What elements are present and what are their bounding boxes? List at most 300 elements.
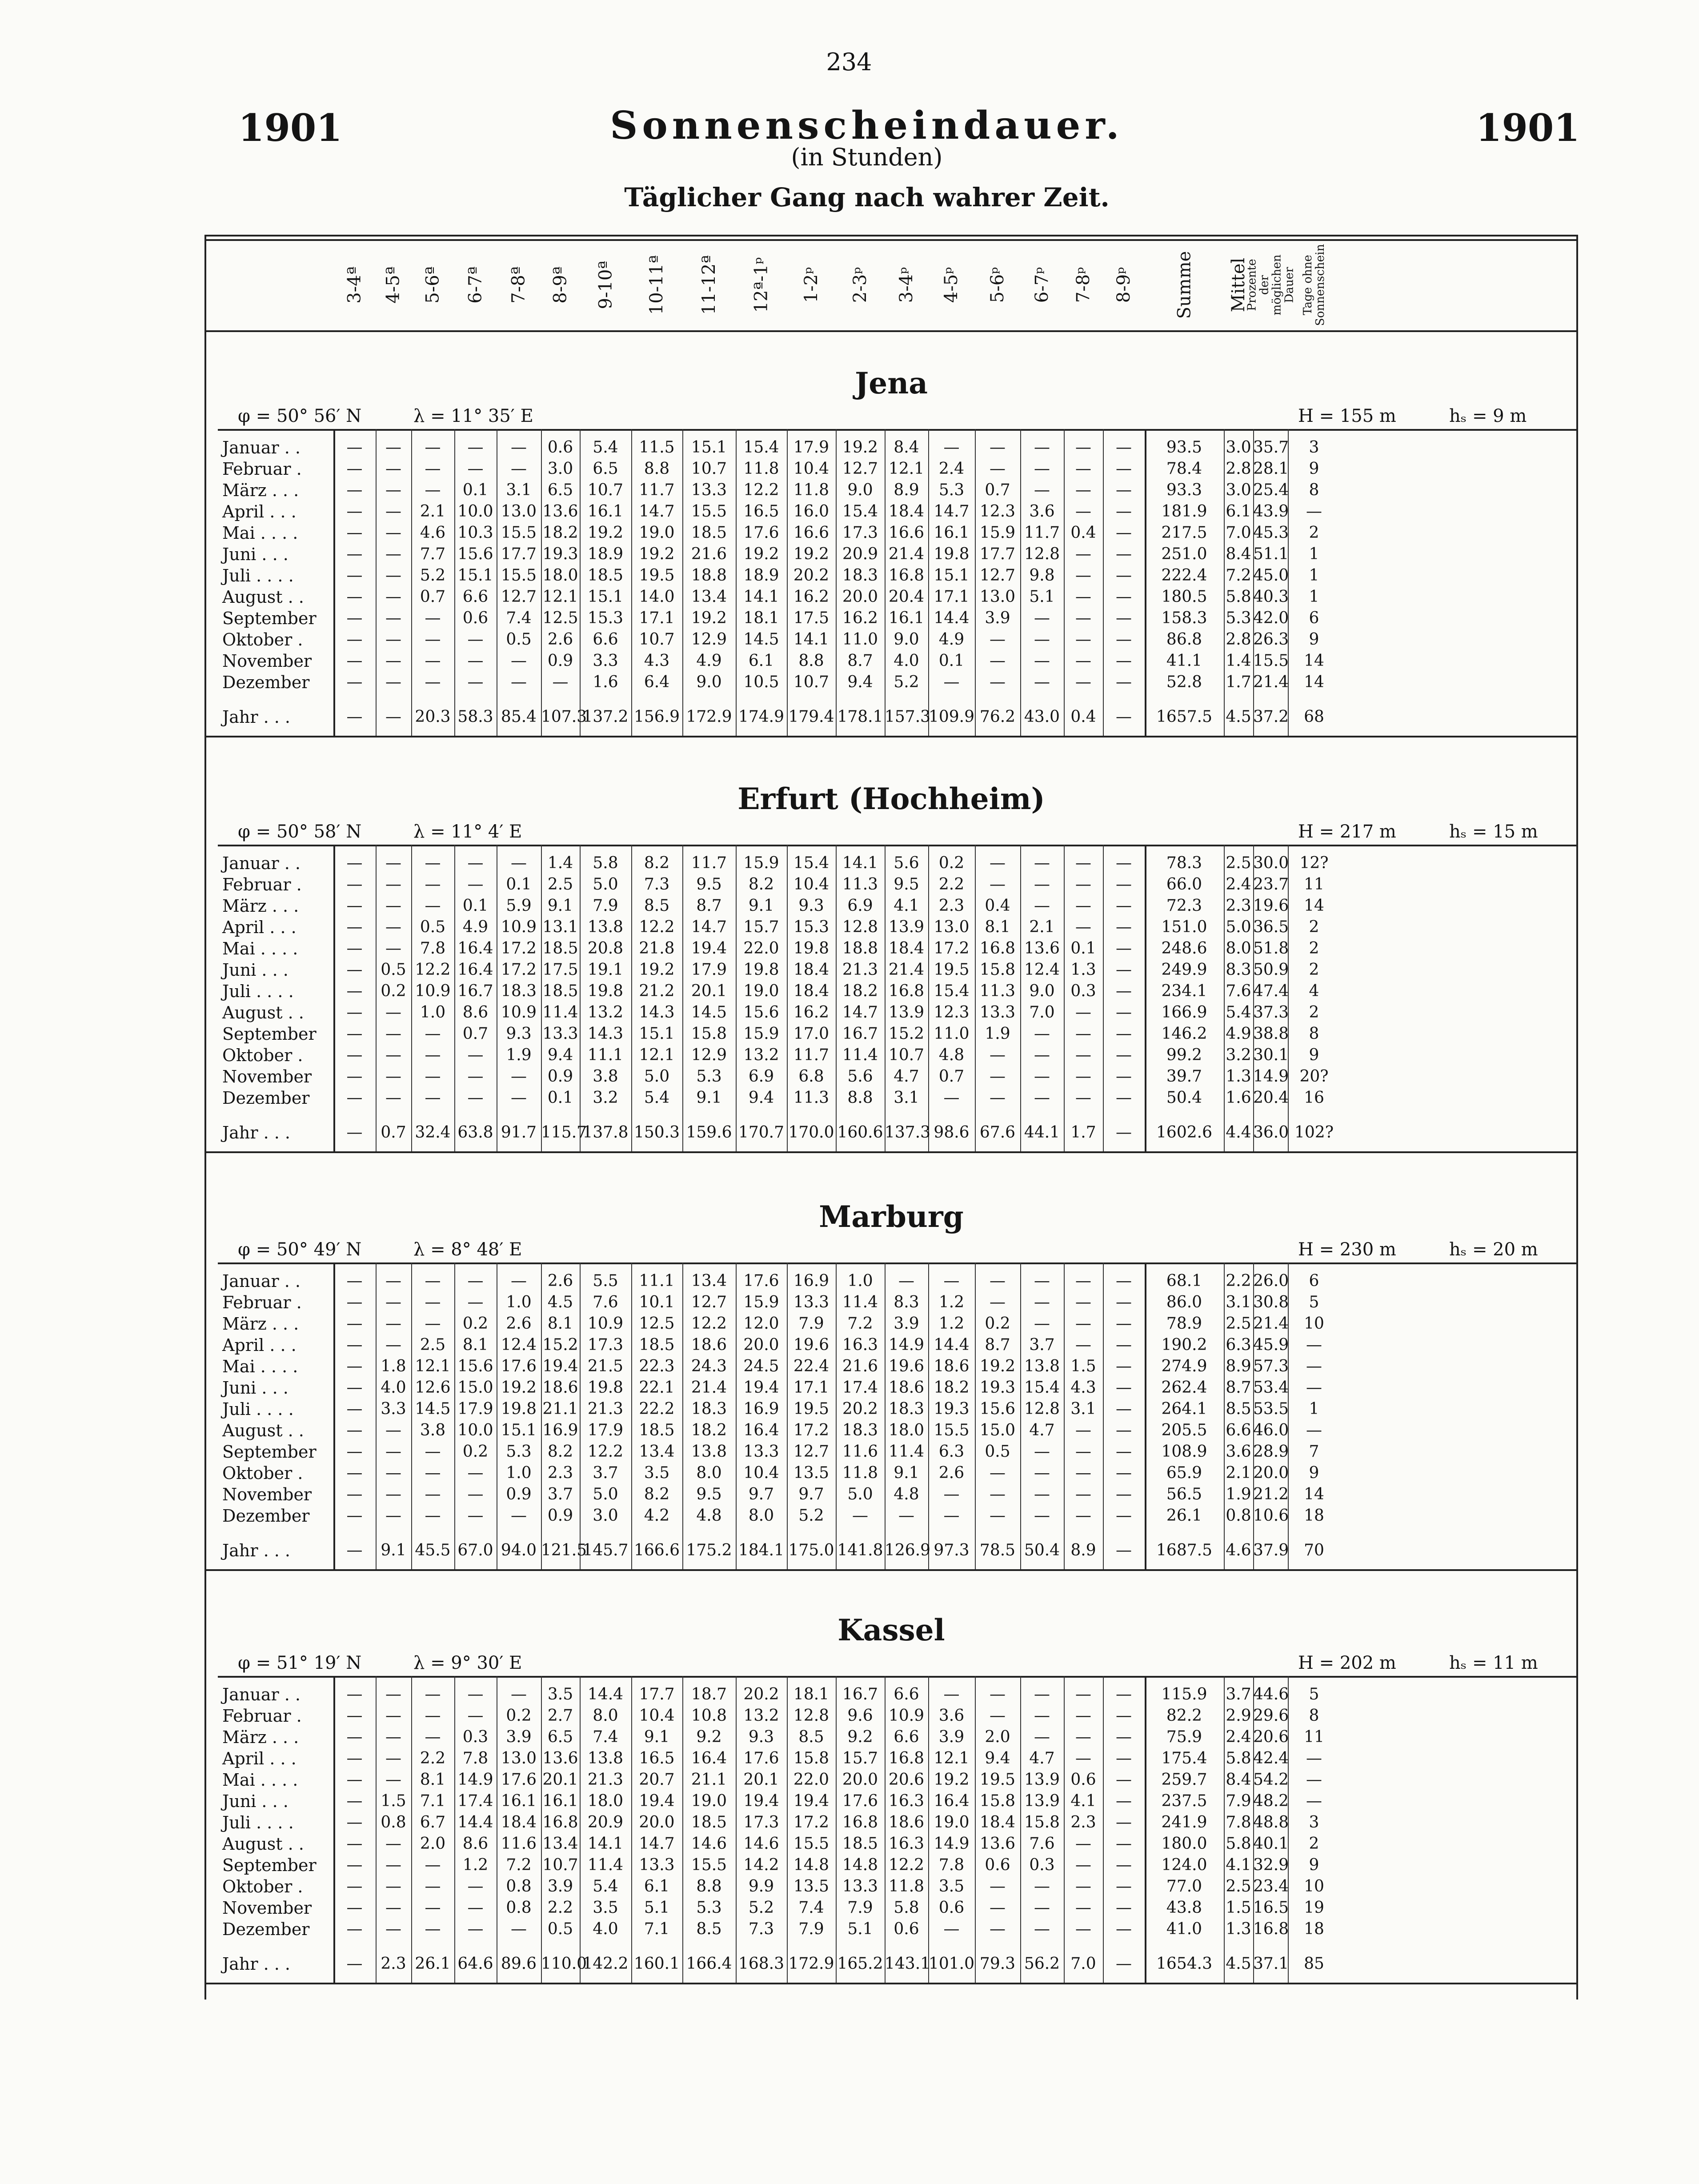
table-cell: 16.9 <box>793 1272 829 1290</box>
table-cell: 5.8 <box>1226 1749 1251 1767</box>
table-cell: 11.8 <box>743 460 779 478</box>
table-cell: — <box>1116 982 1132 1000</box>
column-header <box>541 241 580 329</box>
table-cell: — <box>1034 1067 1050 1086</box>
table-cell: — <box>1034 1089 1050 1107</box>
table-cell: 22.0 <box>743 939 779 958</box>
table-cell: — <box>1116 1123 1132 1142</box>
table-cell: — <box>425 1507 441 1525</box>
table-cell: — <box>425 609 441 627</box>
table-cell: — <box>990 652 1006 670</box>
table-cell: 4.8 <box>696 1507 722 1525</box>
table-cell: 20.4 <box>888 588 925 606</box>
table-cell: 2.6 <box>547 630 573 649</box>
column-header-label: Mittel <box>1228 257 1249 312</box>
table-cell: 19.8 <box>793 939 829 958</box>
table-cell: 15.7 <box>842 1749 878 1767</box>
table-cell: 35.7 <box>1253 438 1289 457</box>
column-header <box>885 241 928 329</box>
column-header <box>836 241 885 329</box>
table-cell: 18.6 <box>934 1357 970 1375</box>
table-cell: 16.3 <box>842 1336 878 1354</box>
table-cell: 17.9 <box>691 961 727 979</box>
table-cell: — <box>1116 588 1132 606</box>
table-cell: — <box>1116 1485 1132 1503</box>
table-cell: — <box>1116 1835 1132 1853</box>
table-cell: 158.3 <box>1161 609 1207 627</box>
table-cell: 78.4 <box>1166 460 1202 478</box>
table-cell: 172.9 <box>788 1955 834 1973</box>
table-cell: — <box>1116 1877 1132 1895</box>
table-cell: 6.4 <box>644 673 670 691</box>
table-cell: — <box>346 854 363 872</box>
table-top-rule <box>204 235 1578 236</box>
table-cell: — <box>1034 1464 1050 1482</box>
table-cell: — <box>1034 1293 1050 1311</box>
row-label: März . . . <box>222 1727 299 1747</box>
table-cell: 7.8 <box>938 1856 965 1874</box>
table-cell: 16.7 <box>457 982 493 1000</box>
table-cell: 2.3 <box>1226 897 1251 915</box>
table-cell: — <box>385 1293 401 1311</box>
row-label: Oktober . <box>222 630 303 649</box>
table-cell: — <box>511 460 527 478</box>
table-cell: 11 <box>1304 875 1324 894</box>
table-cell: 2 <box>1309 961 1319 979</box>
table-cell: 0.6 <box>1070 1771 1096 1789</box>
table-cell: — <box>385 545 401 563</box>
table-cell: 13.6 <box>979 1835 1016 1853</box>
table-cell: 2.0 <box>985 1728 1010 1746</box>
table-cell: — <box>385 1336 401 1354</box>
table-cell: — <box>1306 1379 1322 1397</box>
table-cell: 1.0 <box>847 1272 873 1290</box>
table-cell: 21.2 <box>1253 1485 1289 1503</box>
table-cell: 13.4 <box>691 588 727 606</box>
table-cell: — <box>346 1357 363 1375</box>
table-cell: 1 <box>1309 1400 1319 1418</box>
table-cell: 3.0 <box>1226 438 1251 457</box>
table-cell: — <box>1075 1707 1091 1725</box>
column-header-label: Prozente der möglichen Dauer <box>1245 254 1296 316</box>
table-cell: — <box>425 1728 441 1746</box>
table-cell: — <box>1034 438 1050 457</box>
row-label: April . . . <box>222 918 297 937</box>
table-cell: 12.9 <box>691 630 727 649</box>
row-label: Oktober . <box>222 1877 303 1896</box>
table-cell: — <box>346 460 363 478</box>
table-cell: — <box>552 673 569 691</box>
row-label: August . . <box>222 1421 304 1440</box>
table-cell: — <box>467 1685 484 1703</box>
table-cell: 16.4 <box>457 939 493 958</box>
table-cell: 12.7 <box>691 1293 727 1311</box>
table-cell: 16.8 <box>979 939 1016 958</box>
table-cell: — <box>385 1728 401 1746</box>
table-right-border <box>1576 235 1578 2000</box>
table-cell: — <box>425 854 441 872</box>
table-cell: 21.8 <box>639 939 675 958</box>
table-cell: 0.1 <box>462 897 489 915</box>
table-cell: 10.4 <box>793 875 829 894</box>
table-cell: 30.8 <box>1253 1293 1289 1311</box>
table-cell: — <box>467 1046 484 1064</box>
table-cell: 11.0 <box>842 630 878 649</box>
table-cell: — <box>1116 1464 1132 1482</box>
table-cell: — <box>511 438 527 457</box>
table-cell: — <box>346 1089 363 1107</box>
table-cell: 11.1 <box>587 1046 624 1064</box>
table-cell: — <box>385 1003 401 1022</box>
table-cell: 6.6 <box>462 588 489 606</box>
table-cell: 21.6 <box>842 1357 878 1375</box>
table-cell: — <box>1034 652 1050 670</box>
table-cell: 0.1 <box>506 875 532 894</box>
table-cell: — <box>1116 1003 1132 1022</box>
table-cell: 4.0 <box>894 652 919 670</box>
table-cell: — <box>385 1771 401 1789</box>
column-header <box>975 241 1020 329</box>
table-cell: 0.5 <box>985 1443 1010 1461</box>
table-cell: 0.1 <box>462 481 489 499</box>
table-cell: 8.1 <box>547 1314 573 1333</box>
table-cell: — <box>346 566 363 585</box>
table-cell: — <box>346 1685 363 1703</box>
column-header <box>333 241 376 329</box>
table-cell: 21.4 <box>1253 1314 1289 1333</box>
table-cell: — <box>425 1314 441 1333</box>
station-height: H = 202 m <box>1298 1653 1396 1673</box>
table-cell: 4 <box>1309 982 1319 1000</box>
table-cell: 45.5 <box>415 1541 451 1559</box>
table-cell: — <box>425 1877 441 1895</box>
table-cell: 37.3 <box>1253 1003 1289 1022</box>
table-cell: 32.9 <box>1253 1856 1289 1874</box>
table-cell: 13.0 <box>501 502 537 521</box>
column-header <box>682 241 736 329</box>
table-cell: 28.9 <box>1253 1443 1289 1461</box>
row-label: Juni . . . <box>222 545 289 564</box>
table-cell: 8.8 <box>644 460 670 478</box>
table-cell: 18.5 <box>691 1813 727 1831</box>
table-cell: 14.4 <box>457 1813 493 1831</box>
row-label: November <box>222 1485 312 1504</box>
table-cell: 13.5 <box>793 1877 829 1895</box>
table-cell: 264.1 <box>1161 1400 1207 1418</box>
table-cell: 11.4 <box>842 1046 878 1064</box>
table-cell: 5.9 <box>506 897 532 915</box>
table-cell: 19.2 <box>587 524 624 542</box>
table-cell: 3.1 <box>1070 1400 1096 1418</box>
table-cell: 1.7 <box>1070 1123 1096 1142</box>
table-cell: 12.9 <box>691 1046 727 1064</box>
table-cell: 0.7 <box>420 588 446 606</box>
table-cell: 13.2 <box>587 1003 624 1022</box>
table-cell: 13.8 <box>587 1749 624 1767</box>
table-cell: 6.6 <box>593 630 618 649</box>
station-lat: φ = 50° 58′ N <box>238 822 362 842</box>
table-cell: 7.9 <box>847 1899 873 1917</box>
table-cell: 12.8 <box>793 1707 829 1725</box>
table-cell: 19.2 <box>934 1771 970 1789</box>
table-cell: 9.6 <box>847 1707 873 1725</box>
table-cell: 30.1 <box>1253 1046 1289 1064</box>
table-cell: 4.0 <box>381 1379 406 1397</box>
table-cell: 4.1 <box>1070 1792 1096 1810</box>
table-cell: 7.4 <box>798 1899 824 1917</box>
table-cell: 180.5 <box>1161 588 1207 606</box>
table-cell: 93.3 <box>1166 481 1202 499</box>
table-cell: — <box>346 1272 363 1290</box>
table-cell: 6.5 <box>593 460 618 478</box>
station-height: H = 217 m <box>1298 822 1396 842</box>
table-cell: — <box>467 438 484 457</box>
station-height: H = 230 m <box>1298 1239 1396 1260</box>
table-cell: 1.2 <box>938 1293 965 1311</box>
table-cell: 15.1 <box>691 438 727 457</box>
table-cell: 10.8 <box>691 1707 727 1725</box>
column-header-label: 10-11ª <box>646 255 667 315</box>
table-cell: 110.0 <box>541 1955 587 1973</box>
table-cell: 5.2 <box>748 1899 774 1917</box>
column-header-label: 6-7ª <box>465 266 486 304</box>
table-cell: 8.7 <box>696 897 722 915</box>
table-cell: 18.5 <box>639 1421 675 1439</box>
row-label: Mai . . . . <box>222 523 298 543</box>
table-cell: 9 <box>1309 1046 1319 1064</box>
table-cell: 42.0 <box>1253 609 1289 627</box>
table-cell: — <box>346 1379 363 1397</box>
table-cell: — <box>346 708 363 726</box>
table-cell: 20.0 <box>639 1813 675 1831</box>
table-cell: 12.1 <box>888 460 925 478</box>
table-cell: 37.1 <box>1253 1955 1289 1973</box>
table-cell: 98.6 <box>934 1123 970 1142</box>
table-cell: 107.3 <box>541 708 587 726</box>
table-cell: — <box>346 982 363 1000</box>
table-cell: 13.2 <box>743 1046 779 1064</box>
section-bottom-rule <box>204 1983 1578 1984</box>
table-cell: 0.7 <box>462 1025 489 1043</box>
table-cell: 109.9 <box>928 708 975 726</box>
table-cell: — <box>1116 1421 1132 1439</box>
table-cell: — <box>385 1877 401 1895</box>
table-cell: 13.3 <box>842 1877 878 1895</box>
table-cell: 1.0 <box>420 1003 446 1022</box>
table-cell: — <box>1116 545 1132 563</box>
table-cell: 9.5 <box>696 1485 722 1503</box>
table-cell: 6.1 <box>644 1877 670 1895</box>
table-cell: — <box>1116 460 1132 478</box>
table-cell: — <box>1116 1046 1132 1064</box>
table-cell: 10.4 <box>743 1464 779 1482</box>
table-cell: 7.6 <box>593 1293 618 1311</box>
table-cell: 0.1 <box>938 652 965 670</box>
table-cell: 5.4 <box>1226 1003 1251 1022</box>
table-cell: 175.2 <box>686 1541 732 1559</box>
column-header <box>1245 241 1296 329</box>
table-cell: 14.8 <box>842 1856 878 1874</box>
table-cell: 3.3 <box>593 652 618 670</box>
table-cell: 79.3 <box>979 1955 1016 1973</box>
table-cell: 20.9 <box>587 1813 624 1831</box>
table-cell: 14.6 <box>691 1835 727 1853</box>
table-cell: 48.8 <box>1253 1813 1289 1831</box>
table-cell: 17.6 <box>743 1272 779 1290</box>
table-cell: 0.2 <box>938 854 965 872</box>
table-cell: 16.2 <box>793 588 829 606</box>
row-label: Dezember <box>222 673 310 692</box>
table-cell: 14.9 <box>1253 1067 1289 1086</box>
table-cell: 3.9 <box>985 609 1010 627</box>
table-cell: 20.0 <box>743 1336 779 1354</box>
table-cell: 7.1 <box>644 1920 670 1938</box>
table-cell: 0.8 <box>506 1899 532 1917</box>
table-cell: 8.8 <box>847 1089 873 1107</box>
table-cell: 3.1 <box>1226 1293 1251 1311</box>
table-cell: — <box>467 1485 484 1503</box>
table-cell: 8 <box>1309 1025 1319 1043</box>
table-cell: 14.9 <box>934 1835 970 1853</box>
table-cell: 5.8 <box>593 854 618 872</box>
table-cell: 15.6 <box>979 1400 1016 1418</box>
table-cell: — <box>425 1856 441 1874</box>
table-cell: — <box>1116 1336 1132 1354</box>
table-cell: 0.6 <box>894 1920 919 1938</box>
table-cell: 85.4 <box>501 708 537 726</box>
station-hs: hₛ = 9 m <box>1449 406 1527 426</box>
row-label: Jahr . . . <box>222 1954 291 1974</box>
table-cell: 18.4 <box>979 1813 1016 1831</box>
column-header-label: Tage ohne Sonnenschein <box>1301 244 1327 326</box>
table-cell: 274.9 <box>1161 1357 1207 1375</box>
table-cell: — <box>1116 1379 1132 1397</box>
table-cell: 0.9 <box>547 1507 573 1525</box>
table-cell: — <box>346 1046 363 1064</box>
table-cell: 5.8 <box>1226 1835 1251 1853</box>
table-cell: 8.2 <box>644 1485 670 1503</box>
table-cell: 12.2 <box>691 1314 727 1333</box>
station-hs: hₛ = 20 m <box>1449 1239 1538 1260</box>
table-cell: — <box>385 1835 401 1853</box>
table-cell: 21.1 <box>542 1400 578 1418</box>
table-cell: — <box>425 1899 441 1917</box>
table-cell: 16.0 <box>793 502 829 521</box>
table-cell: 4.7 <box>894 1067 919 1086</box>
column-header-label: 6-7ᵖ <box>1031 267 1052 303</box>
year-left: 1901 <box>238 106 342 150</box>
table-cell: 19.4 <box>743 1379 779 1397</box>
table-cell: — <box>990 438 1006 457</box>
table-cell: — <box>346 1920 363 1938</box>
table-cell: — <box>1116 961 1132 979</box>
table-cell: 18.3 <box>888 1400 925 1418</box>
table-cell: 1.9 <box>1226 1485 1251 1503</box>
table-cell: 45.3 <box>1253 524 1289 542</box>
table-cell: 15.0 <box>979 1421 1016 1439</box>
table-cell: 51.1 <box>1253 545 1289 563</box>
table-cell: 15.8 <box>1024 1813 1060 1831</box>
table-cell: — <box>943 1272 960 1290</box>
table-cell: — <box>990 1707 1006 1725</box>
table-cell: 7.6 <box>1029 1835 1055 1853</box>
table-cell: 0.8 <box>381 1813 406 1831</box>
table-cell: 17.3 <box>743 1813 779 1831</box>
table-cell: 126.9 <box>885 1541 931 1559</box>
table-cell: 166.6 <box>633 1541 680 1559</box>
table-cell: 5.8 <box>894 1899 919 1917</box>
table-cell: 20.2 <box>842 1400 878 1418</box>
table-cell: — <box>425 1443 441 1461</box>
table-cell: 4.4 <box>1226 1123 1251 1142</box>
table-cell: 14 <box>1304 897 1324 915</box>
table-cell: — <box>990 673 1006 691</box>
table-cell: — <box>511 1920 527 1938</box>
table-cell: 57.3 <box>1253 1357 1289 1375</box>
table-cell: 16.1 <box>587 502 624 521</box>
table-cell: — <box>1116 481 1132 499</box>
table-cell: 14.6 <box>743 1835 779 1853</box>
table-cell: 8.5 <box>1226 1400 1251 1418</box>
table-cell: 3.3 <box>381 1400 406 1418</box>
table-cell: 16.1 <box>542 1792 578 1810</box>
table-cell: — <box>990 1899 1006 1917</box>
table-cell: — <box>467 1507 484 1525</box>
table-cell: 1.4 <box>1226 652 1251 670</box>
table-cell: 121.5 <box>541 1541 587 1559</box>
table-cell: — <box>467 1067 484 1086</box>
table-cell: 36.0 <box>1253 1123 1289 1142</box>
table-cell: 142.2 <box>582 1955 629 1973</box>
table-cell: 38.8 <box>1253 1025 1289 1043</box>
table-cell: 12.1 <box>639 1046 675 1064</box>
table-cell: 18.6 <box>888 1813 925 1831</box>
table-cell: 18.4 <box>501 1813 537 1831</box>
table-cell: — <box>1075 1920 1091 1938</box>
table-cell: 28.1 <box>1253 460 1289 478</box>
station-lat: φ = 51° 19′ N <box>238 1653 362 1673</box>
table-cell: — <box>1075 1749 1091 1767</box>
table-cell: — <box>1075 1046 1091 1064</box>
table-cell: — <box>346 1464 363 1482</box>
table-cell: 14.1 <box>743 588 779 606</box>
row-label: Februar . <box>222 875 302 894</box>
table-cell: 9.1 <box>748 897 774 915</box>
table-cell: 0.3 <box>1029 1856 1055 1874</box>
row-label: Juli . . . . <box>222 1813 294 1832</box>
row-label: Juni . . . <box>222 1378 289 1398</box>
table-cell: — <box>346 524 363 542</box>
table-cell: 17.6 <box>743 1749 779 1767</box>
table-cell: 19.0 <box>934 1813 970 1831</box>
table-cell: — <box>852 1507 868 1525</box>
table-cell: 3 <box>1309 438 1319 457</box>
table-cell: 166.9 <box>1161 1003 1207 1022</box>
table-cell: 4.1 <box>894 897 919 915</box>
table-cell: 15.2 <box>888 1025 925 1043</box>
table-cell: 3.5 <box>938 1877 965 1895</box>
table-cell: — <box>467 875 484 894</box>
table-cell: 222.4 <box>1161 566 1207 585</box>
table-cell: 10.6 <box>1253 1507 1289 1525</box>
table-cell: 15.4 <box>793 854 829 872</box>
table-cell: 11.3 <box>842 875 878 894</box>
table-cell: 17.6 <box>743 524 779 542</box>
table-cell: 43.8 <box>1166 1899 1202 1917</box>
table-cell: 9 <box>1309 1856 1319 1874</box>
table-cell: — <box>1116 1089 1132 1107</box>
table-cell: — <box>346 1771 363 1789</box>
